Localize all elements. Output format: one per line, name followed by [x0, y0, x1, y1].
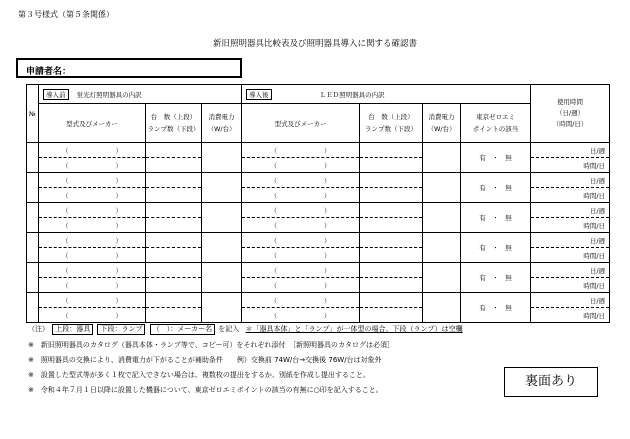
- maker-paren: （ ）: [270, 266, 331, 275]
- maker-paren: （ ）: [62, 281, 122, 290]
- applicant-name-label: 申請者名：: [26, 67, 72, 77]
- after-count-cell[interactable]: [360, 173, 423, 188]
- hours-per-day-cell[interactable]: 時間/日: [531, 278, 610, 293]
- before-power-cell[interactable]: [202, 233, 242, 263]
- hours-per-day-cell[interactable]: 時間/日: [531, 188, 610, 203]
- before-lamp-count-cell[interactable]: [146, 218, 202, 233]
- usage-header-line1: 使用時間: [557, 98, 584, 106]
- table-row: [27, 203, 610, 218]
- before-power-cell[interactable]: [202, 203, 242, 233]
- before-count-cell[interactable]: [146, 293, 202, 308]
- after-power-cell[interactable]: [423, 263, 461, 293]
- table-row: [27, 263, 610, 278]
- after-lamp-count-cell[interactable]: [360, 248, 423, 263]
- after-model-cell[interactable]: [242, 233, 360, 248]
- after-tag: 導入後: [246, 89, 272, 100]
- note-fill-in: を記入: [218, 325, 240, 333]
- days-per-week-cell[interactable]: 日/週: [531, 143, 610, 158]
- maker-paren: （ ）: [270, 251, 331, 260]
- maker-paren: （ ）: [62, 191, 122, 200]
- maker-paren: （ ）: [270, 281, 331, 290]
- after-count-cell[interactable]: [360, 293, 423, 308]
- days-per-week-cell[interactable]: 日/週: [531, 233, 610, 248]
- before-title: 蛍光灯照明器具の内訳: [76, 90, 142, 99]
- after-model-cell[interactable]: [242, 293, 360, 308]
- hours-per-day-cell[interactable]: 時間/日: [531, 158, 610, 173]
- days-per-week-cell[interactable]: 日/週: [531, 263, 610, 278]
- after-lamp-count-cell[interactable]: [360, 308, 423, 323]
- maker-paren: （ ）: [270, 161, 331, 170]
- before-power-cell[interactable]: [202, 173, 242, 203]
- maker-paren: （ ）: [270, 146, 331, 155]
- before-model-header: 型式及びメーカー: [39, 104, 146, 143]
- after-lamp-model-cell[interactable]: [242, 188, 360, 203]
- before-count-line2: ランプ数（下段）: [147, 125, 200, 133]
- after-lamp-model-cell[interactable]: [242, 218, 360, 233]
- before-tag: 導入前: [43, 89, 69, 100]
- after-power-cell[interactable]: [423, 233, 461, 263]
- comparison-table: [26, 84, 610, 323]
- after-count-cell[interactable]: [360, 233, 423, 248]
- usage-header-line2: （日/週）: [555, 109, 585, 117]
- hours-per-day-cell[interactable]: 時間/日: [531, 218, 610, 233]
- form-number: 第３号様式（第５条関係）: [18, 10, 114, 19]
- before-count-header: [146, 104, 202, 143]
- after-model-cell[interactable]: [242, 263, 360, 278]
- after-lamp-count-cell[interactable]: [360, 218, 423, 233]
- after-count-line1: 台 数（上段）: [368, 113, 414, 121]
- table-row: [27, 233, 610, 248]
- before-power-cell[interactable]: [202, 293, 242, 323]
- zeroemi-yes-no[interactable]: 有 ・ 無: [461, 233, 531, 263]
- maker-paren: （ ）: [62, 176, 122, 185]
- before-lamp-model-cell[interactable]: [39, 158, 146, 173]
- after-model-cell[interactable]: [242, 143, 360, 158]
- after-title: ＬＥＤ照明器具の内訳: [319, 90, 385, 99]
- before-lamp-count-cell[interactable]: [146, 278, 202, 293]
- before-model-cell[interactable]: [39, 263, 146, 278]
- after-count-cell[interactable]: [360, 263, 423, 278]
- before-lamp-count-cell[interactable]: [146, 158, 202, 173]
- after-lamp-count-cell[interactable]: [360, 188, 423, 203]
- maker-paren: （ ）: [62, 206, 122, 215]
- note-box-upper: 上段：器具: [52, 324, 93, 335]
- after-lamp-count-cell[interactable]: [360, 158, 423, 173]
- before-section-header: [39, 85, 242, 104]
- maker-paren: （ ）: [62, 311, 122, 320]
- hours-per-day-cell[interactable]: 時間/日: [531, 308, 610, 323]
- note-box-maker: （ ）：メーカー名: [150, 324, 215, 335]
- maker-paren: （ ）: [62, 296, 122, 305]
- days-per-week-cell[interactable]: 日/週: [531, 293, 610, 308]
- before-count-cell[interactable]: [146, 203, 202, 218]
- before-count-cell[interactable]: [146, 173, 202, 188]
- hours-per-day-cell[interactable]: 時間/日: [531, 248, 610, 263]
- note-prefix: （注）: [28, 325, 49, 333]
- maker-paren: （ ）: [62, 221, 122, 230]
- back-side-notice: 裏面あり: [504, 367, 598, 397]
- after-lamp-count-cell[interactable]: [360, 278, 423, 293]
- maker-paren: （ ）: [270, 236, 331, 245]
- before-model-cell[interactable]: [39, 203, 146, 218]
- maker-paren: （ ）: [62, 161, 122, 170]
- before-model-cell[interactable]: [39, 233, 146, 248]
- zeroemi-yes-no[interactable]: 有 ・ 無: [461, 173, 531, 203]
- applicant-name-box[interactable]: [16, 58, 242, 78]
- before-lamp-count-cell[interactable]: [146, 308, 202, 323]
- before-lamp-model-cell[interactable]: [39, 188, 146, 203]
- maker-paren: （ ）: [62, 146, 122, 155]
- row-number: [27, 173, 39, 203]
- maker-paren: （ ）: [62, 236, 122, 245]
- table-row: [27, 143, 610, 158]
- row-number: [27, 263, 39, 293]
- before-model-cell[interactable]: [39, 293, 146, 308]
- before-lamp-model-cell[interactable]: [39, 218, 146, 233]
- maker-paren: （ ）: [270, 296, 331, 305]
- maker-paren: （ ）: [270, 191, 331, 200]
- before-power-cell[interactable]: [202, 143, 242, 173]
- row-number: [27, 293, 39, 323]
- before-count-cell[interactable]: [146, 143, 202, 158]
- before-lamp-count-cell[interactable]: [146, 248, 202, 263]
- no-header: №: [27, 85, 39, 143]
- before-power-line2: （W/台）: [207, 125, 236, 133]
- maker-paren: （ ）: [270, 311, 331, 320]
- usage-header: [531, 85, 610, 143]
- note-line-2: ※ 新旧照明器具のカタログ（器具本体・ランプ等で、コピー可）をそれぞれ添付 ［新照明器具のカタログは必須］: [28, 341, 394, 349]
- after-model-cell[interactable]: [242, 203, 360, 218]
- after-power-cell[interactable]: [423, 203, 461, 233]
- after-power-cell[interactable]: [423, 143, 461, 173]
- days-per-week-cell[interactable]: 日/週: [531, 173, 610, 188]
- before-lamp-model-cell[interactable]: [39, 278, 146, 293]
- note-box-lower: 下段：ランプ: [97, 324, 145, 335]
- note-line-3: ※ 照明器具の交換により、消費電力が下がることが補助条件 例）交換前 74W/台→交換後 76W/台は対象外: [28, 356, 382, 364]
- document-title: 新旧照明器具比較表及び照明器具導入に関する確認書: [212, 39, 417, 49]
- after-zeroemi-header: [461, 104, 531, 143]
- before-model-cell[interactable]: [39, 143, 146, 158]
- table-row: [27, 293, 610, 308]
- after-model-header: 型式及びメーカー: [242, 104, 360, 143]
- maker-paren: （ ）: [62, 251, 122, 260]
- table-row: [27, 173, 610, 188]
- row-number: [27, 233, 39, 263]
- after-model-cell[interactable]: [242, 173, 360, 188]
- after-power-cell[interactable]: [423, 173, 461, 203]
- before-count-line1: 台 数（上段）: [150, 113, 197, 121]
- after-power-line2: （W/台）: [427, 125, 456, 133]
- after-zeroemi-line1: 東京ゼロエミ: [476, 113, 516, 121]
- usage-header-line3: （時間/日）: [552, 120, 588, 128]
- note-line-1: [28, 324, 463, 335]
- after-count-line2: ランプ数（下段）: [365, 125, 418, 133]
- before-power-line1: 消費電力: [208, 113, 235, 121]
- before-count-cell[interactable]: [146, 263, 202, 278]
- row-number: [27, 203, 39, 233]
- before-model-cell[interactable]: [39, 173, 146, 188]
- before-power-cell[interactable]: [202, 263, 242, 293]
- after-power-header: [423, 104, 461, 143]
- after-lamp-model-cell[interactable]: [242, 248, 360, 263]
- before-lamp-count-cell[interactable]: [146, 188, 202, 203]
- zeroemi-yes-no[interactable]: 有 ・ 無: [461, 293, 531, 323]
- after-count-header: [360, 104, 423, 143]
- zeroemi-yes-no[interactable]: 有 ・ 無: [461, 203, 531, 233]
- after-power-line1: 消費電力: [428, 113, 455, 121]
- before-power-header: [202, 104, 242, 143]
- note-line-5: ※ 令和４年７月１日以降に設置した機器について、東京ゼロエミポイントの該当の有無に○印を記入すること。: [28, 386, 383, 394]
- days-per-week-cell[interactable]: 日/週: [531, 203, 610, 218]
- after-count-cell[interactable]: [360, 203, 423, 218]
- after-count-cell[interactable]: [360, 143, 423, 158]
- maker-paren: （ ）: [270, 206, 331, 215]
- after-lamp-model-cell[interactable]: [242, 308, 360, 323]
- row-number: [27, 143, 39, 173]
- after-section-header: [242, 85, 531, 104]
- after-lamp-model-cell[interactable]: [242, 278, 360, 293]
- after-power-cell[interactable]: [423, 293, 461, 323]
- note-underlined: ＊「器具本体」と「ランプ」が一体型の場合、下段（ランプ）は空欄: [245, 325, 463, 333]
- note-line-4: ※ 設置した型式等が多く１枚で記入できない場合は、複数枚の提出をするか、別紙を作成し提出すること。: [28, 371, 370, 379]
- before-lamp-model-cell[interactable]: [39, 308, 146, 323]
- before-lamp-model-cell[interactable]: [39, 248, 146, 263]
- maker-paren: （ ）: [270, 176, 331, 185]
- maker-paren: （ ）: [62, 266, 122, 275]
- after-zeroemi-line2: ポイントの該当: [472, 125, 519, 133]
- after-lamp-model-cell[interactable]: [242, 158, 360, 173]
- maker-paren: （ ）: [270, 221, 331, 230]
- before-count-cell[interactable]: [146, 233, 202, 248]
- zeroemi-yes-no[interactable]: 有 ・ 無: [461, 263, 531, 293]
- zeroemi-yes-no[interactable]: 有 ・ 無: [461, 143, 531, 173]
